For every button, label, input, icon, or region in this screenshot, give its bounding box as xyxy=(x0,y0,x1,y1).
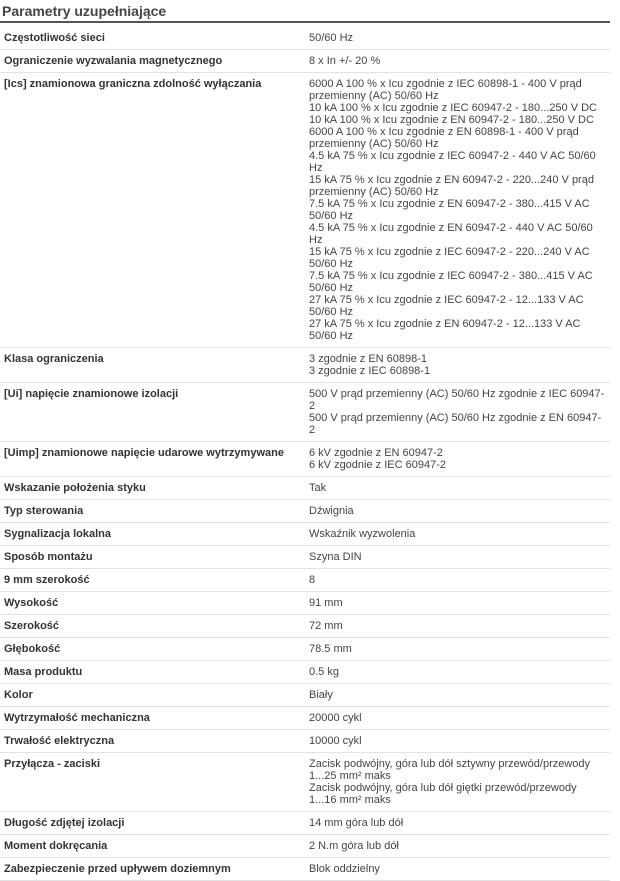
parameter-value xyxy=(305,50,610,73)
parameter-label: Masa produktu xyxy=(0,661,305,684)
parameter-value xyxy=(305,615,610,638)
parameter-label: Wytrzymałość mechaniczna xyxy=(0,707,305,730)
table-row xyxy=(0,638,610,661)
parameter-value-line: 50/60 Hz xyxy=(309,32,354,44)
parameter-value-line: 27 kA 75 % x Icu zgodnie z EN 60947-2 - 12...133 V AC 50/60 Hz xyxy=(309,318,581,342)
parameter-label: Wskazanie położenia styku xyxy=(0,477,305,500)
parameter-label: Głębokość xyxy=(0,638,305,661)
parameter-value-line: Zacisk podwójny, góra lub dół giętki przewód/przewody 1...16 mm² maks xyxy=(309,782,577,806)
parameter-label: 9 mm szerokość xyxy=(0,569,305,592)
parameter-value xyxy=(305,753,610,812)
parameter-value-line: 3 zgodnie z EN 60898-1 xyxy=(309,353,428,365)
parameter-value-line: 4.5 kA 75 % x Icu zgodnie z IEC 60947-2 - 440 V AC 50/60 Hz xyxy=(309,150,596,174)
table-row xyxy=(0,753,610,812)
table-row xyxy=(0,569,610,592)
table-row xyxy=(0,442,610,477)
parameter-label: Częstotliwość sieci xyxy=(0,27,305,50)
table-row xyxy=(0,615,610,638)
parameter-label: Klasa ograniczenia xyxy=(0,348,305,383)
parameter-value-line: 72 mm xyxy=(309,620,343,632)
parameter-label: Przyłącza - zaciski xyxy=(0,753,305,812)
parameter-value-line: 500 V prąd przemienny (AC) 50/60 Hz zgodnie z EN 60947-2 xyxy=(309,412,602,436)
parameter-value-line: 6000 A 100 % x Icu zgodnie z EN 60898-1 - 400 V prąd przemienny (AC) 50/60 Hz xyxy=(309,126,579,150)
parameter-value xyxy=(305,523,610,546)
parameter-value-line: 7.5 kA 75 % x Icu zgodnie z IEC 60947-2 - 380...415 V AC 50/60 Hz xyxy=(309,270,593,294)
parameter-value xyxy=(305,730,610,753)
parameter-value xyxy=(305,684,610,707)
parameter-label: Ograniczenie wyzwalania magnetycznego xyxy=(0,50,305,73)
parameter-value-line: 500 V prąd przemienny (AC) 50/60 Hz zgodnie z IEC 60947-2 xyxy=(309,388,605,412)
parameter-value-line: 8 xyxy=(309,574,316,586)
parameter-label: Moment dokręcania xyxy=(0,835,305,858)
parameter-value-line: 15 kA 75 % x Icu zgodnie z EN 60947-2 - 220...240 V prąd przemienny (AC) 50/60 Hz xyxy=(309,174,594,198)
table-row xyxy=(0,50,610,73)
parameter-label: Kolor xyxy=(0,684,305,707)
parameter-value xyxy=(305,442,610,477)
table-row xyxy=(0,812,610,835)
parameter-label: Zabezpieczenie przed upływem doziemnym xyxy=(0,858,305,881)
parameter-value xyxy=(305,348,610,383)
parameter-value xyxy=(305,707,610,730)
parameter-value-line: 10 kA 100 % x Icu zgodnie z IEC 60947-2 - 180...250 V DC xyxy=(309,102,598,114)
parameter-label: Trwałość elektryczna xyxy=(0,730,305,753)
parameter-value-line: 8 x In +/- 20 % xyxy=(309,55,381,67)
table-row xyxy=(0,383,610,442)
table-row xyxy=(0,523,610,546)
parameter-label: Długość zdjętej izolacji xyxy=(0,812,305,835)
parameter-value xyxy=(305,500,610,523)
parameter-label: Sposób montażu xyxy=(0,546,305,569)
parameter-value-line: 7.5 kA 75 % x Icu zgodnie z EN 60947-2 - 380...415 V AC 50/60 Hz xyxy=(309,198,590,222)
parameter-label: Szerokość xyxy=(0,615,305,638)
parameter-value-line: Tak xyxy=(309,482,327,494)
parameter-value xyxy=(305,569,610,592)
parameter-value xyxy=(305,661,610,684)
table-row xyxy=(0,500,610,523)
parameter-value-line: 2 N.m góra lub dół xyxy=(309,840,399,852)
parameter-value xyxy=(305,812,610,835)
parameter-value-line: Szyna DIN xyxy=(309,551,362,563)
table-row xyxy=(0,835,610,858)
parameter-value-line: Zacisk podwójny, góra lub dół sztywny przewód/przewody 1...25 mm² maks xyxy=(309,758,591,782)
parameter-value xyxy=(305,383,610,442)
table-row xyxy=(0,730,610,753)
parameter-value-line: 27 kA 75 % x Icu zgodnie z IEC 60947-2 - 12...133 V AC 50/60 Hz xyxy=(309,294,584,318)
table-row xyxy=(0,858,610,881)
parameter-value-line: 10 kA 100 % x Icu zgodnie z EN 60947-2 - 180...250 V DC xyxy=(309,114,594,126)
parameter-value xyxy=(305,477,610,500)
section-title: Parametry uzupełniające xyxy=(0,0,610,23)
parameter-value xyxy=(305,592,610,615)
parameter-value xyxy=(305,835,610,858)
table-row xyxy=(0,73,610,348)
parameter-value-line: Dźwignia xyxy=(309,505,354,517)
parameter-value xyxy=(305,858,610,881)
parameter-value-line: 6 kV zgodnie z EN 60947-2 xyxy=(309,447,443,459)
parameter-value-line: 4.5 kA 75 % x Icu zgodnie z EN 60947-2 - 440 V AC 50/60 Hz xyxy=(309,222,593,246)
parameter-value-line: 0.5 kg xyxy=(309,666,339,678)
table-row xyxy=(0,546,610,569)
parameter-value-line: 6 kV zgodnie z IEC 60947-2 xyxy=(309,459,446,471)
table-row xyxy=(0,684,610,707)
parameter-label: Sygnalizacja lokalna xyxy=(0,523,305,546)
parameter-value-line: Blok oddzielny xyxy=(309,863,380,875)
parameter-label: Wysokość xyxy=(0,592,305,615)
parameter-label: [Uimp] znamionowe napięcie udarowe wytrzymywane xyxy=(0,442,305,477)
table-row xyxy=(0,661,610,684)
table-row xyxy=(0,348,610,383)
parameter-value-line: Wskaźnik wyzwolenia xyxy=(309,528,416,540)
parameter-value xyxy=(305,638,610,661)
parameter-value-line: 91 mm xyxy=(309,597,343,609)
table-row xyxy=(0,27,610,50)
parameter-value-line: 10000 cykl xyxy=(309,735,362,747)
parameter-label: [Ui] napięcie znamionowe izolacji xyxy=(0,383,305,442)
parameter-value-line: 14 mm góra lub dół xyxy=(309,817,404,829)
parameters-table-body xyxy=(0,27,610,881)
table-row xyxy=(0,592,610,615)
parameter-value-line: Biały xyxy=(309,689,333,701)
parameter-value xyxy=(305,27,610,50)
parameter-value-line: 78.5 mm xyxy=(309,643,352,655)
parameters-table xyxy=(0,27,610,881)
parameter-value-line: 20000 cykl xyxy=(309,712,362,724)
parameter-value xyxy=(305,546,610,569)
parameter-label: Typ sterowania xyxy=(0,500,305,523)
parameter-value xyxy=(305,73,610,348)
table-row xyxy=(0,477,610,500)
parameter-value-line: 15 kA 75 % x Icu zgodnie z IEC 60947-2 - 220...240 V AC 50/60 Hz xyxy=(309,246,590,270)
parameter-value-line: 6000 A 100 % x Icu zgodnie z IEC 60898-1 - 400 V prąd przemienny (AC) 50/60 Hz xyxy=(309,78,582,102)
table-row xyxy=(0,707,610,730)
parameter-value-line: 3 zgodnie z IEC 60898-1 xyxy=(309,365,431,377)
parameter-label: [Ics] znamionowa graniczna zdolność wyłączania xyxy=(0,73,305,348)
